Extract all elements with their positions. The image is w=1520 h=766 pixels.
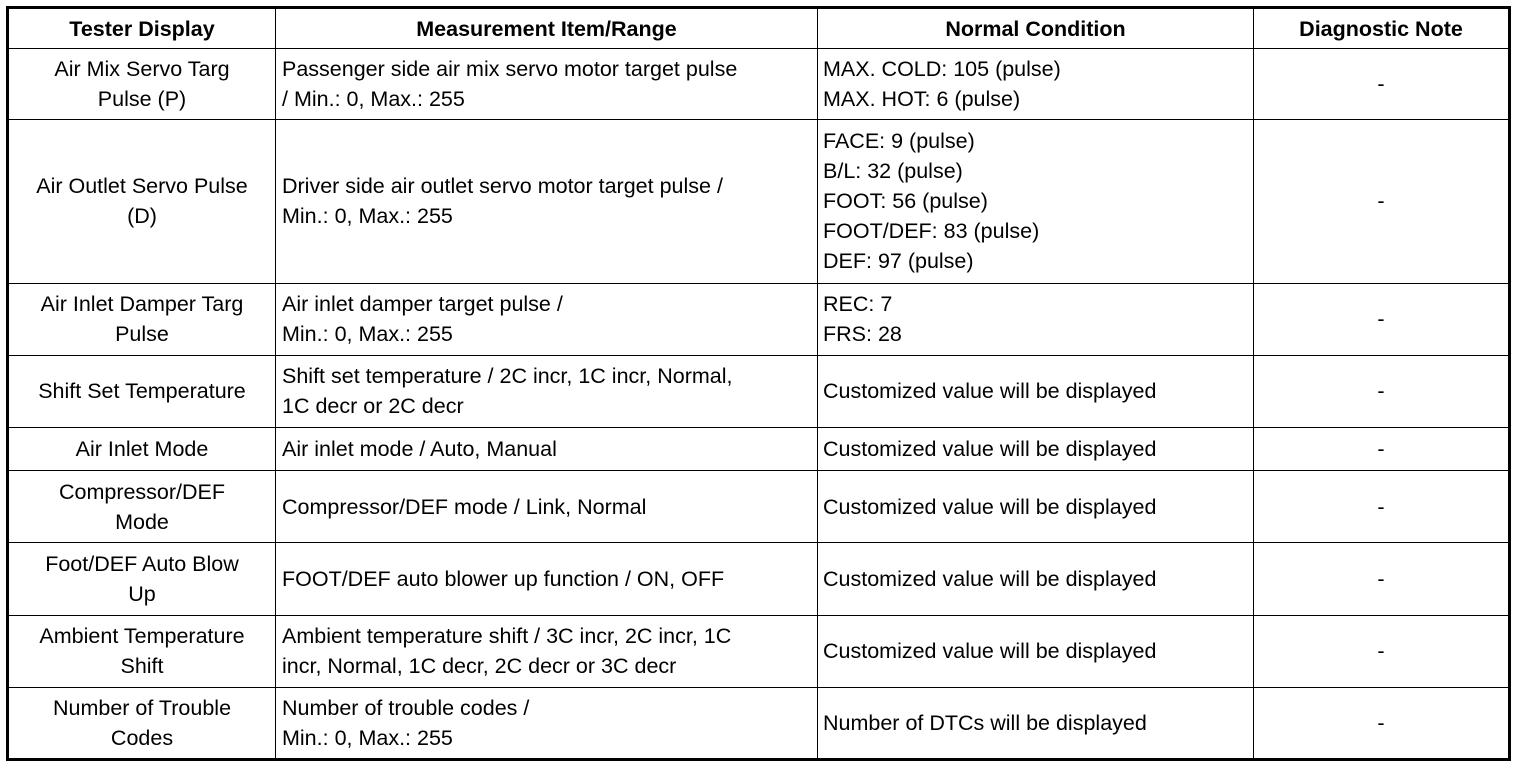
tester-display-line: Foot/DEF Auto Blow [45,551,239,576]
normal-condition-line: MAX. HOT: 6 (pulse) [823,87,1021,112]
table-row [8,49,1510,120]
tester-display-line: Ambient Temperature [39,624,245,649]
table-row [8,428,1510,471]
measurement-item-line: Passenger side air mix servo motor target pulse [282,57,738,82]
tester-display-cell [8,428,276,471]
measurement-item-line: Driver side air outlet servo motor target pulse / [282,174,723,199]
tester-display-line: Air Inlet Damper Targ [40,292,244,317]
tester-display-line: Air Inlet Mode [75,437,209,462]
table-row [8,615,1510,687]
measurement-item-line: Ambient temperature shift / 3C incr, 2C incr, 1C [282,624,732,649]
normal-condition-line: REC: 7 [823,292,893,317]
measurement-item-cell [276,543,818,615]
measurement-item-cell [276,615,818,687]
measurement-item-cell [276,428,818,471]
normal-condition-cell [818,471,1254,543]
normal-condition-line: Customized value will be displayed [823,639,1157,664]
normal-condition-line: FACE: 9 (pulse) [823,129,975,154]
header-normal-condition: Normal Condition [818,8,1254,49]
table-row [8,355,1510,427]
measurement-item-line: Air inlet mode / Auto, Manual [282,437,557,462]
tester-display-line: Pulse [115,322,169,347]
tester-display-line: Codes [110,725,174,750]
measurement-item-line: incr, Normal, 1C decr, 2C decr or 3C decr [282,654,677,679]
tester-display-line: Shift Set Temperature [38,379,246,404]
header-measurement-item-range: Measurement Item/Range [276,8,818,49]
diagnostic-note-cell: - [1254,687,1510,759]
measurement-item-cell [276,283,818,355]
normal-condition-line: DEF: 97 (pulse) [823,249,974,274]
measurement-item-line: / Min.: 0, Max.: 255 [282,87,465,112]
tester-display-cell [8,615,276,687]
diagnostic-note-cell: - [1254,428,1510,471]
table-body [8,49,1510,760]
measurement-item-line: Min.: 0, Max.: 255 [282,204,453,229]
normal-condition-line: Customized value will be displayed [823,379,1157,404]
measurement-item-line: Compressor/DEF mode / Link, Normal [282,494,647,519]
diagnostic-note-cell: - [1254,615,1510,687]
diagnostic-data-table [6,6,1511,761]
tester-display-line: Number of Trouble [52,695,232,720]
normal-condition-line: Customized value will be displayed [823,566,1157,591]
table-row [8,471,1510,543]
measurement-item-line: Min.: 0, Max.: 255 [282,322,453,347]
measurement-item-line: FOOT/DEF auto blower up function / ON, OFF [282,566,725,591]
table-row [8,543,1510,615]
tester-display-line: Air Mix Servo Targ [54,57,230,82]
tester-display-line: Shift [120,654,164,679]
normal-condition-cell [818,283,1254,355]
diagnostic-note-cell: - [1254,283,1510,355]
normal-condition-line: FRS: 28 [823,322,902,347]
table-row [8,283,1510,355]
normal-condition-cell [818,687,1254,759]
measurement-item-cell [276,687,818,759]
measurement-item-cell [276,120,818,283]
header-row [8,8,1510,49]
table-row [8,120,1510,283]
normal-condition-cell [818,543,1254,615]
header-diagnostic-note: Diagnostic Note [1254,8,1510,49]
tester-display-line: Mode [115,509,169,534]
diagnostic-note-cell: - [1254,471,1510,543]
tester-display-cell [8,471,276,543]
tester-display-line: Compressor/DEF [58,479,226,504]
tester-display-line: Up [128,581,156,606]
measurement-item-cell [276,49,818,120]
tester-display-line: Air Outlet Servo Pulse [36,174,248,199]
measurement-item-line: Min.: 0, Max.: 255 [282,725,453,750]
tester-display-cell [8,355,276,427]
header-tester-display: Tester Display [8,8,276,49]
normal-condition-line: FOOT/DEF: 83 (pulse) [823,219,1040,244]
tester-display-cell [8,687,276,759]
normal-condition-line: B/L: 32 (pulse) [823,159,963,184]
diagnostic-note-cell: - [1254,49,1510,120]
tester-display-cell [8,120,276,283]
normal-condition-line: Customized value will be displayed [823,494,1157,519]
tester-display-cell [8,543,276,615]
table-header [8,8,1510,49]
normal-condition-cell [818,355,1254,427]
tester-display-line: (D) [127,204,157,229]
normal-condition-cell [818,49,1254,120]
measurement-item-line: Shift set temperature / 2C incr, 1C incr, Normal, [282,364,733,389]
measurement-item-cell [276,471,818,543]
normal-condition-line: Number of DTCs will be displayed [823,710,1147,735]
normal-condition-line: MAX. COLD: 105 (pulse) [823,57,1061,82]
normal-condition-cell [818,615,1254,687]
measurement-item-line: Number of trouble codes / [282,695,530,720]
diagnostic-note-cell: - [1254,120,1510,283]
tester-display-cell [8,283,276,355]
measurement-item-line: Air inlet damper target pulse / [282,292,563,317]
measurement-item-cell [276,355,818,427]
normal-condition-cell [818,428,1254,471]
tester-display-cell [8,49,276,120]
table-row [8,687,1510,759]
normal-condition-line: FOOT: 56 (pulse) [823,189,988,214]
diagnostic-note-cell: - [1254,543,1510,615]
tester-display-line: Pulse (P) [97,87,187,112]
measurement-item-line: 1C decr or 2C decr [282,394,464,419]
diagnostic-note-cell: - [1254,355,1510,427]
normal-condition-line: Customized value will be displayed [823,437,1157,462]
normal-condition-cell [818,120,1254,283]
